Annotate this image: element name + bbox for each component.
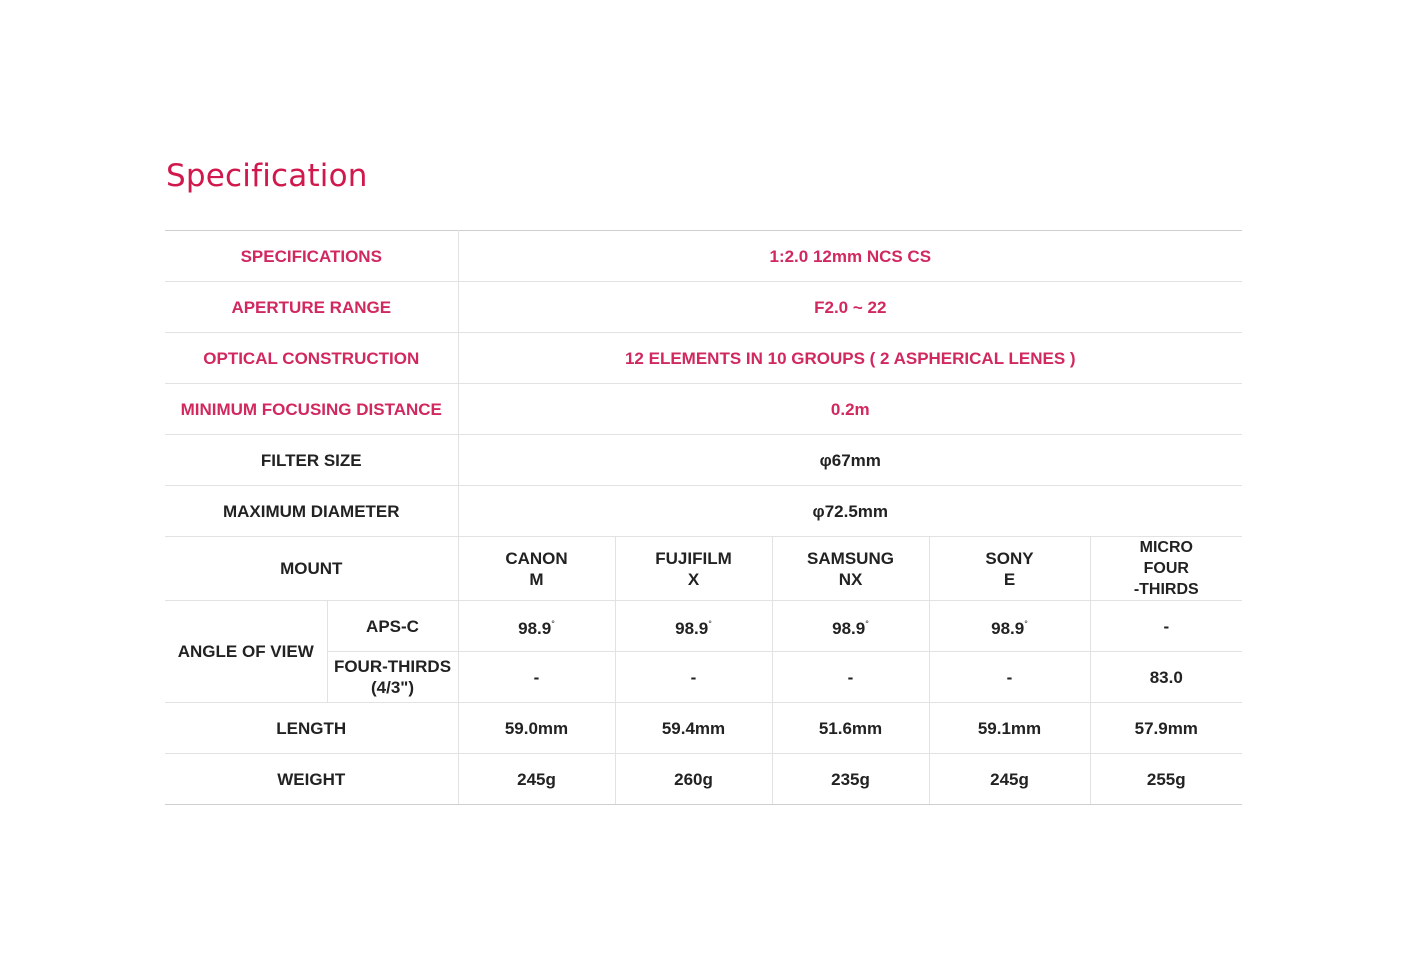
label-optical-construction: OPTICAL CONSTRUCTION: [165, 333, 458, 384]
weight-sony: 245g: [929, 754, 1090, 805]
row-optical-construction: [165, 333, 1242, 384]
row-minimum-focusing-distance: [165, 384, 1242, 435]
row-filter-size: [165, 435, 1242, 486]
mount-fujifilm-x: [615, 537, 772, 601]
mount-line: CANON: [505, 548, 568, 568]
aov-apsc-fujifilm: [615, 601, 772, 652]
weight-fujifilm: 260g: [615, 754, 772, 805]
aov-apsc-samsung: [772, 601, 929, 652]
aov-apsc-micro-four-thirds: -: [1090, 601, 1242, 652]
aov-value: 98.9: [832, 618, 866, 638]
value-maximum-diameter: φ72.5mm: [458, 486, 1242, 537]
four-thirds-line: (4/3"): [370, 678, 414, 697]
value-optical-construction: 12 ELEMENTS IN 10 GROUPS ( 2 ASPHERICAL LENES ): [458, 333, 1242, 384]
label-length: LENGTH: [165, 703, 458, 754]
mount-samsung-nx: [772, 537, 929, 601]
length-sony: 59.1mm: [929, 703, 1090, 754]
page-title: Specification: [166, 158, 368, 194]
row-mount: [165, 537, 1242, 601]
mount-line: X: [687, 569, 700, 589]
weight-samsung: 235g: [772, 754, 929, 805]
mount-line: M: [529, 569, 544, 589]
mount-line: MICRO: [1139, 539, 1193, 556]
aov-43-fujifilm: -: [615, 652, 772, 703]
aov-apsc-sony: [929, 601, 1090, 652]
aov-value: 98.9: [991, 618, 1025, 638]
aov-value: 98.9: [675, 618, 709, 638]
length-samsung: 51.6mm: [772, 703, 929, 754]
length-fujifilm: 59.4mm: [615, 703, 772, 754]
row-aperture-range: [165, 282, 1242, 333]
mount-micro-four-thirds: [1090, 537, 1242, 601]
mount-line: SONY: [985, 548, 1034, 568]
row-specifications: [165, 231, 1242, 282]
spec-table: [165, 230, 1242, 805]
aov-43-sony: -: [929, 652, 1090, 703]
length-canon: 59.0mm: [458, 703, 615, 754]
mount-canon-m: [458, 537, 615, 601]
label-specifications: SPECIFICATIONS: [165, 231, 458, 282]
value-minimum-focusing-distance: 0.2m: [458, 384, 1242, 435]
mount-sony-e: [929, 537, 1090, 601]
aov-43-canon: -: [458, 652, 615, 703]
mount-line: E: [1003, 569, 1016, 589]
degree-mark: °: [1024, 618, 1028, 629]
label-minimum-focusing-distance: MINIMUM FOCUSING DISTANCE: [165, 384, 458, 435]
label-maximum-diameter: MAXIMUM DIAMETER: [165, 486, 458, 537]
weight-canon: 245g: [458, 754, 615, 805]
row-angle-of-view-apsc: [165, 601, 1242, 652]
label-angle-of-view: ANGLE OF VIEW: [165, 601, 327, 703]
degree-mark: °: [708, 618, 712, 629]
row-length: [165, 703, 1242, 754]
degree-mark: °: [551, 618, 555, 629]
value-specifications: 1:2.0 12mm NCS CS: [458, 231, 1242, 282]
value-filter-size: φ67mm: [458, 435, 1242, 486]
row-angle-of-view-four-thirds: [165, 652, 1242, 703]
degree-mark: °: [865, 618, 869, 629]
label-aps-c: APS-C: [327, 601, 458, 652]
row-weight: [165, 754, 1242, 805]
row-maximum-diameter: [165, 486, 1242, 537]
mount-line: SAMSUNG: [807, 548, 894, 568]
aov-value: 98.9: [518, 618, 552, 638]
length-micro-four-thirds: 57.9mm: [1090, 703, 1242, 754]
value-aperture-range: F2.0 ~ 22: [458, 282, 1242, 333]
label-four-thirds: [327, 652, 458, 703]
aov-apsc-canon: [458, 601, 615, 652]
label-filter-size: FILTER SIZE: [165, 435, 458, 486]
aov-43-micro-four-thirds: 83.0: [1090, 652, 1242, 703]
four-thirds-line: FOUR-THIRDS: [333, 657, 452, 676]
label-weight: WEIGHT: [165, 754, 458, 805]
mount-line: FUJIFILM: [655, 548, 732, 568]
label-aperture-range: APERTURE RANGE: [165, 282, 458, 333]
mount-line: FOUR: [1143, 560, 1189, 577]
aov-43-samsung: -: [772, 652, 929, 703]
mount-line: NX: [838, 569, 863, 589]
weight-micro-four-thirds: 255g: [1090, 754, 1242, 805]
label-mount: MOUNT: [165, 537, 458, 601]
mount-line: -THIRDS: [1133, 581, 1199, 598]
